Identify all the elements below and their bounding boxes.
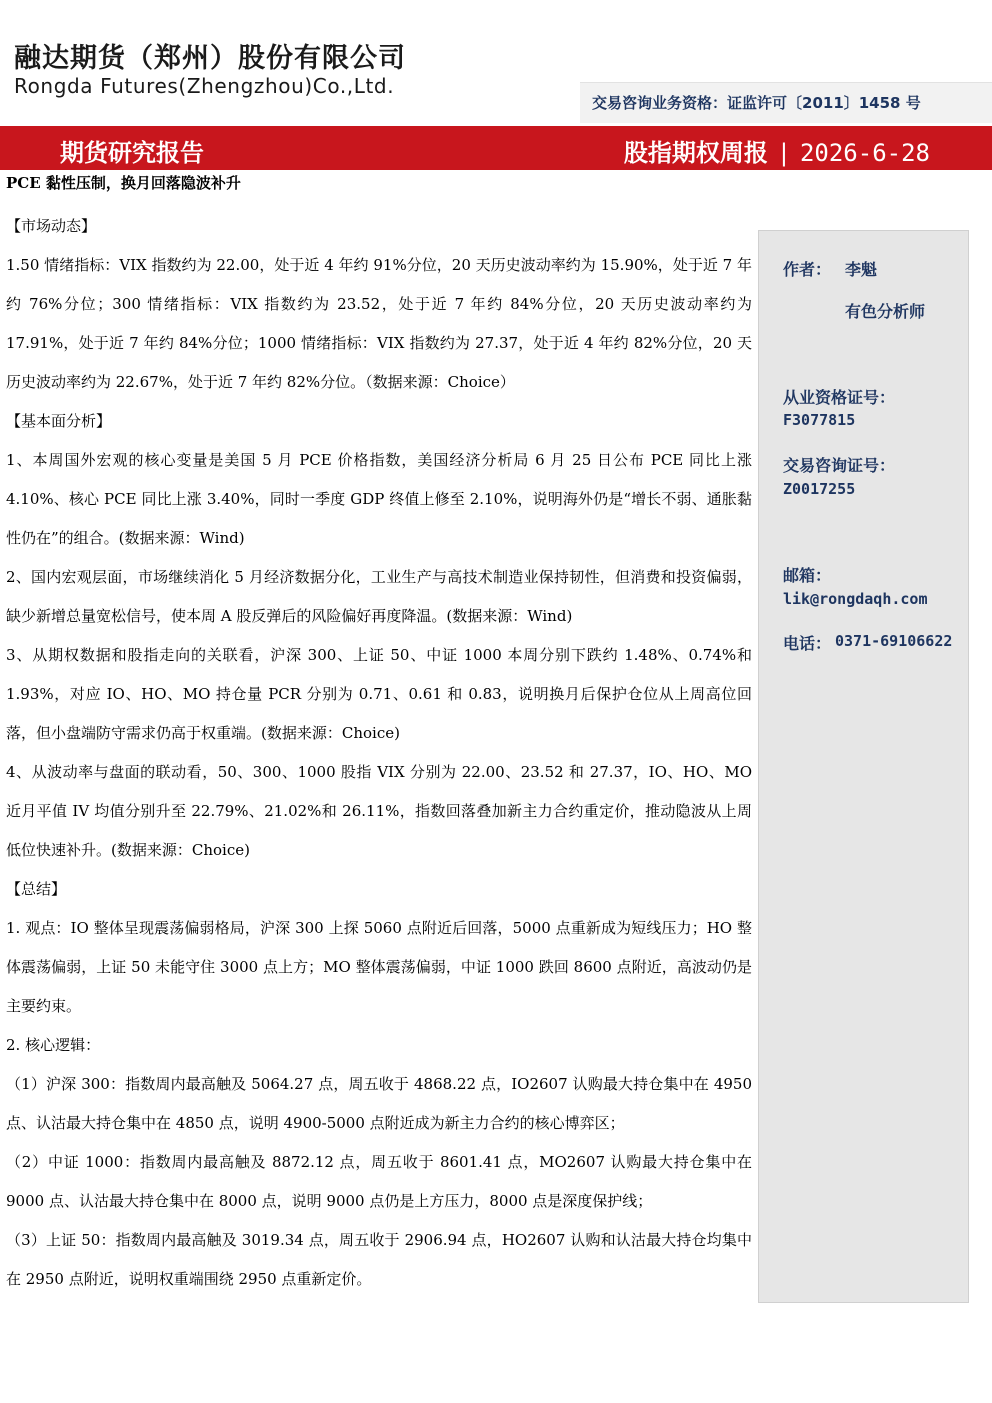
banner-report-category: 期货研究报告 [60, 139, 204, 167]
banner-report-info [624, 133, 930, 168]
phone-label: 电话： [783, 634, 832, 653]
consult-license-label: 交易咨询证号： [783, 456, 896, 475]
banner-separator: | [779, 139, 788, 167]
report-title: PCE 黏性压制，换月回落隐波补升 [6, 174, 241, 192]
banner-report-type: 股指期权周报 [623, 139, 768, 167]
report-banner [0, 126, 992, 170]
section-heading-summary: 【总结】 [6, 880, 67, 898]
fundamentals-paragraph-4: 4、从波动率与盘面的联动看，50、300、1000 股指 VIX 分别为 22.00、23.52 和 27.37，IO、HO、MO 近月平值 IV 均值分别升至 22.79%、21.02%和 26.11%，指数回落叠加新主力合约重定价，推动隐波从上周低位快速补升。(数据来源：Choice) [6, 763, 752, 859]
qualification-label: 从业资格证号： [783, 388, 896, 407]
email-label: 邮箱： [783, 566, 832, 585]
consult-license-number: Z0017255 [783, 480, 856, 498]
summary-paragraph-3: （1）沪深 300：指数周内最高触及 5064.27 点，周五收于 4868.22 点，IO2607 认购最大持仓集中在 4950 点、认沽最大持仓集中在 4850 点，说明 4900-5000 点附近成为新主力合约的核心博弈区； [6, 1075, 752, 1132]
author-sidebar [758, 230, 969, 1303]
summary-paragraph-1: 1. 观点：IO 整体呈现震荡偏弱格局，沪深 300 上探 5060 点附近后回落，5000 点重新成为短线压力；HO 整体震荡偏弱，上证 50 未能守住 3000 点上方；MO 整体震荡偏弱，中证 1000 跌回 8600 点附近，高波动仍是主要约束。 [6, 919, 752, 1015]
author-label: 作者： [783, 260, 832, 279]
company-name-cn: 融达期货（郑州）股份有限公司 [14, 43, 406, 74]
email-address[interactable]: lik@rongdaqh.com [783, 590, 928, 608]
qualification-number: F3077815 [783, 411, 856, 429]
fundamentals-paragraph-3: 3、从期权数据和股指走向的关联看，沪深 300、上证 50、中证 1000 本周分别下跌约 1.48%、0.74%和 1.93%，对应 IO、HO、MO 持仓量 PCR 分别为 0.71、0.61 和 0.83，说明换月后保护仓位从上周高位回落，但小盘端防守需求仍高于权重端。(数据来源：Choice) [6, 646, 752, 742]
market-paragraph-1: 1.50 情绪指标：VIX 指数约为 22.00，处于近 4 年约 91%分位，20 天历史波动率约为 15.90%，处于近 7 年约 76%分位；300 情绪指标：VIX 指数约为 23.52，处于近 7 年约 84%分位，20 天历史波动率约为 17.91%，处于近 7 年约 84%分位；1000 情绪指标：VIX 指数约为 27.37，处于近 4 年约 82%分位，20 天历史波动率约为 22.67%，处于近 7 年约 82%分位。（数据来源：Choice） [6, 256, 752, 391]
company-name-en: Rongda Futures(Zhengzhou)Co.,Ltd. [14, 74, 395, 98]
summary-paragraph-4: （2）中证 1000：指数周内最高触及 8872.12 点，周五收于 8601.41 点，MO2607 认购最大持仓集中在 9000 点、认沽最大持仓集中在 8000 点，说明 9000 点仍是上方压力，8000 点是深度保护线； [6, 1153, 752, 1210]
license-text: 交易咨询业务资格：证监许可〔2011〕1458 号 [592, 94, 921, 112]
author-title: 有色分析师 [845, 302, 926, 321]
banner-date: 2026-6-28 [799, 139, 930, 167]
section-heading-fundamentals: 【基本面分析】 [6, 412, 112, 430]
summary-paragraph-5: （3）上证 50：指数周内最高触及 3019.34 点，周五收于 2906.94 点，HO2607 认购和认沽最大持仓均集中在 2950 点附近，说明权重端围绕 2950 点重新定价。 [6, 1231, 752, 1288]
summary-paragraph-2: 2. 核心逻辑： [6, 1036, 101, 1054]
report-body [6, 170, 752, 1299]
phone-number: 0371-69106622 [835, 632, 953, 650]
section-heading-market: 【市场动态】 [6, 217, 97, 235]
author-name: 李魁 [845, 260, 878, 279]
fundamentals-paragraph-2: 2、国内宏观层面，市场继续消化 5 月经济数据分化，工业生产与高技术制造业保持韧性，但消费和投资偏弱，缺少新增总量宽松信号，使本周 A 股反弹后的风险偏好再度降温。(数据来源：Wind) [6, 568, 752, 625]
license-box [580, 82, 992, 123]
fundamentals-paragraph-1: 1、本周国外宏观的核心变量是美国 5 月 PCE 价格指数，美国经济分析局 6 月 25 日公布 PCE 同比上涨 4.10%、核心 PCE 同比上涨 3.40%，同时一季度 GDP 终值上修至 2.10%，说明海外仍是“增长不弱、通胀黏性仍在”的组合。(数据来源：Wind) [6, 451, 752, 547]
